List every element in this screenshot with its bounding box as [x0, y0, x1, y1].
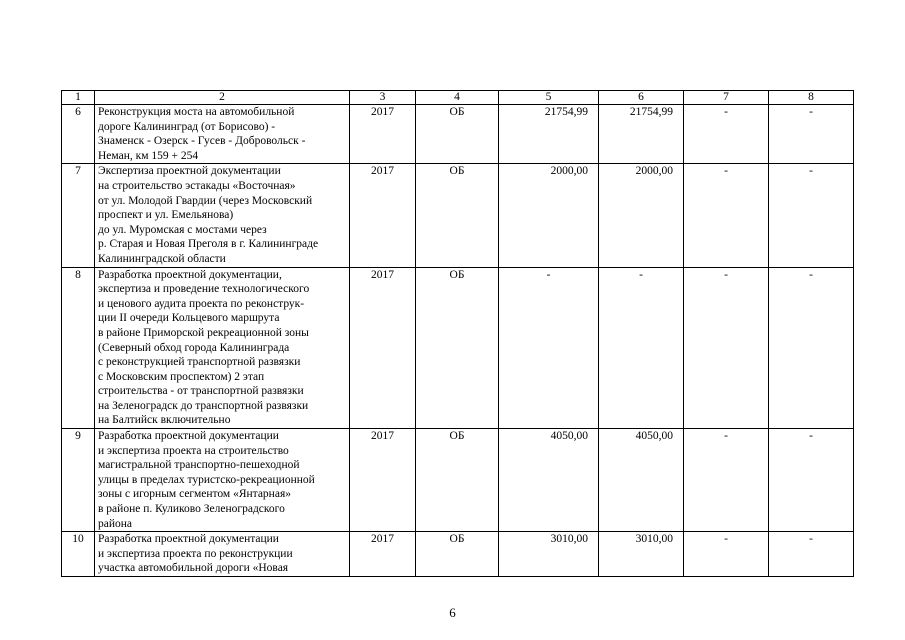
description-line: района: [98, 517, 133, 530]
header-cell: 5: [499, 91, 599, 105]
row-amount-col5: 4050,00: [499, 429, 599, 532]
description-line: Разработка проектной документации: [98, 533, 279, 546]
description-line: от ул. Молодой Гвардии (через Московский: [98, 194, 313, 207]
description-line: Разработка проектной документации,: [98, 268, 282, 281]
row-amount-col5: 21754,99: [499, 105, 599, 164]
budget-table: [61, 90, 854, 577]
header-cell: 3: [350, 91, 416, 105]
description-line: на Балтийск включительно: [98, 414, 231, 427]
header-cell: 7: [684, 91, 769, 105]
description-line: участка автомобильной дороги «Новая: [98, 562, 289, 575]
row-funding-source: ОБ: [416, 429, 499, 532]
description-line: проспект и ул. Емельянова): [98, 209, 234, 222]
description-line: в районе п. Куликово Зеленоградского: [98, 503, 285, 516]
header-cell: 2: [95, 91, 350, 105]
row-description: [95, 105, 350, 164]
description-line: с реконструкцией транспортной развязки: [98, 356, 301, 369]
row-funding-source: ОБ: [416, 532, 499, 577]
row-amount-col8: -: [769, 429, 854, 532]
row-amount-col6: 4050,00: [599, 429, 684, 532]
table-row: [62, 164, 854, 267]
description-line: и экспертиза проекта на строительство: [98, 444, 289, 457]
row-amount-col5: 3010,00: [499, 532, 599, 577]
description-line: р. Старая и Новая Преголя в г. Калининграде: [98, 238, 319, 251]
header-row: [62, 91, 854, 105]
description-line: экспертиза и проведение технологического: [98, 283, 310, 296]
row-amount-col6: 2000,00: [599, 164, 684, 267]
row-amount-col7: -: [684, 105, 769, 164]
description-line: магистральной транспортно-пешеходной: [98, 459, 300, 472]
row-amount-col7: -: [684, 267, 769, 429]
description-line: улицы в пределах туристско-рекреационной: [98, 473, 315, 486]
table-row: [62, 267, 854, 429]
table-row: [62, 429, 854, 532]
row-year: 2017: [350, 429, 416, 532]
row-description: [95, 164, 350, 267]
row-amount-col6: -: [599, 267, 684, 429]
description-line: с Московским проспектом) 2 этап: [98, 370, 265, 383]
header-cell: 4: [416, 91, 499, 105]
header-cell: 6: [599, 91, 684, 105]
description-line: и экспертиза проекта по реконструкции: [98, 547, 293, 560]
row-year: 2017: [350, 105, 416, 164]
description-line: Реконструкция моста на автомобильной: [98, 106, 295, 118]
row-amount-col7: -: [684, 429, 769, 532]
page-number: 6: [449, 605, 456, 620]
description-line: Знаменск - Озерск - Гусев - Добровольск -: [98, 135, 306, 148]
row-amount-col8: -: [769, 164, 854, 267]
row-number: 8: [62, 267, 95, 429]
row-funding-source: ОБ: [416, 105, 499, 164]
row-year: 2017: [350, 164, 416, 267]
description-line: дороге Калининград (от Борисово) -: [98, 120, 276, 133]
row-amount-col8: -: [769, 105, 854, 164]
description-line: зоны с игорным сегментом «Янтарная»: [98, 488, 291, 501]
header-cell: 8: [769, 91, 854, 105]
description-line: в районе Приморской рекреационной зоны: [98, 326, 309, 339]
row-amount-col8: -: [769, 532, 854, 577]
description-line: ции II очереди Кольцевого маршрута: [98, 312, 280, 325]
description-line: на строительство эстакады «Восточная»: [98, 179, 296, 192]
description-line: и ценового аудита проекта по реконструк-: [98, 297, 305, 310]
row-number: 9: [62, 429, 95, 532]
table-row: [62, 532, 854, 577]
row-year: 2017: [350, 532, 416, 577]
description-line: Экспертиза проектной документации: [98, 165, 281, 178]
row-amount-col5: 2000,00: [499, 164, 599, 267]
description-line: (Северный обход города Калининграда: [98, 341, 290, 354]
row-amount-col6: 21754,99: [599, 105, 684, 164]
row-funding-source: ОБ: [416, 164, 499, 267]
row-funding-source: ОБ: [416, 267, 499, 429]
row-year: 2017: [350, 267, 416, 429]
description-line: Разработка проектной документации: [98, 430, 279, 443]
row-description: [95, 532, 350, 577]
row-number: 10: [62, 532, 95, 577]
row-number: 7: [62, 164, 95, 267]
description-line: строительства - от транспортной развязки: [98, 385, 304, 398]
table-row: [62, 105, 854, 164]
row-amount-col6: 3010,00: [599, 532, 684, 577]
description-line: Неман, км 159 + 254: [98, 149, 199, 162]
row-number: 6: [62, 105, 95, 164]
row-amount-col7: -: [684, 164, 769, 267]
row-amount-col8: -: [769, 267, 854, 429]
row-amount-col5: -: [499, 267, 599, 429]
row-description: [95, 429, 350, 532]
row-description: [95, 267, 350, 429]
description-line: Калининградской области: [98, 252, 226, 265]
description-line: до ул. Муромская с мостами через: [98, 223, 267, 236]
header-cell: 1: [62, 91, 95, 105]
row-amount-col7: -: [684, 532, 769, 577]
description-line: на Зеленоградск до транспортной развязки: [98, 399, 309, 412]
